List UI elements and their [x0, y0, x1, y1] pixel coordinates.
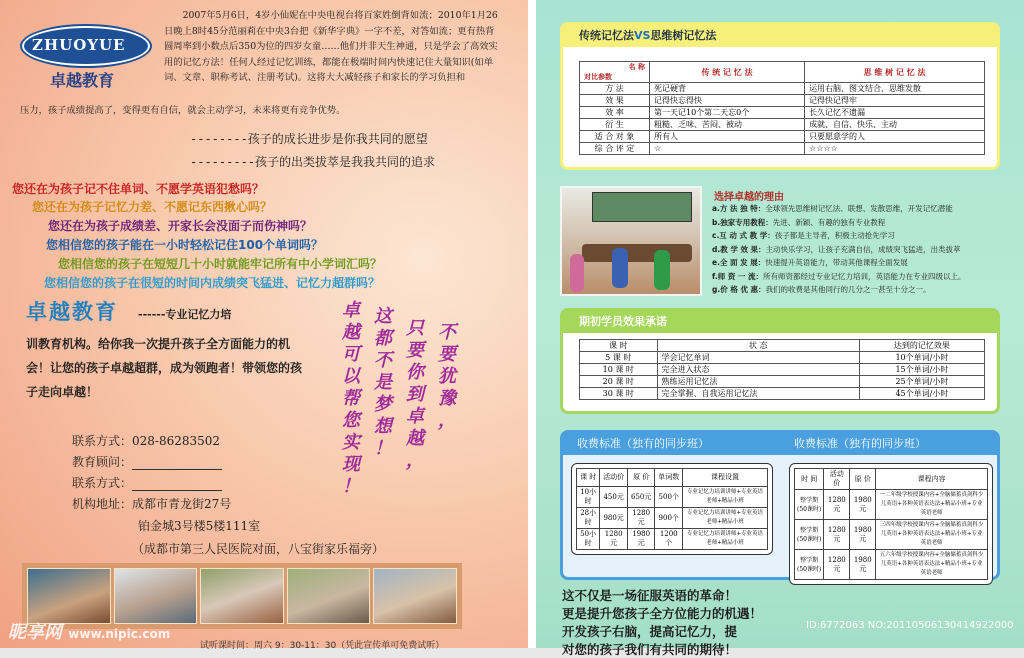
row-traditional: 记得快忘得快	[650, 95, 805, 107]
results-panel	[560, 308, 1000, 414]
fa-cell: 900个	[655, 508, 683, 529]
fa-cell: 专业记忆力培训讲师+专业英语老师+精品小班	[683, 529, 768, 550]
fb-h-time: 时 间	[795, 469, 824, 490]
row-param: 效 率	[580, 107, 650, 119]
slogan-2: 更是提升您孩子全方位能力的机遇！	[562, 606, 763, 621]
fa-cell: 1200个	[655, 529, 683, 550]
center-gutter	[528, 0, 536, 648]
address-line-2: 铂金城3号楼5楼111室	[138, 519, 261, 533]
title-mindtree: 思维树记忆法	[650, 29, 717, 42]
fa-cell: 980元	[600, 508, 628, 529]
table-row	[580, 107, 985, 119]
title-vs: VS	[634, 29, 651, 42]
table-row	[795, 490, 988, 520]
photo-4	[287, 568, 371, 624]
table-row	[580, 352, 985, 364]
watermark	[8, 618, 170, 644]
logo-latin: ZHUOYUE	[32, 36, 126, 54]
cell-hours: 30 课 时	[580, 388, 658, 400]
fa-cell: 28小时	[577, 508, 600, 529]
fa-cell: 1280元	[600, 529, 628, 550]
fees-table-a	[576, 468, 768, 550]
header-state: 状 态	[657, 340, 859, 352]
intro-paragraph-end: 压力，孩子成绩提高了，变得更有自信，就会主动学习，未来将更有竞争优势。	[20, 105, 346, 116]
reason-value: 孩子都是主导者，积极主动抢先学习	[774, 231, 895, 240]
fb-cell: 1980元	[850, 520, 876, 550]
vertical-slogan-3: 只 要 你 到 卓 越 ，	[406, 318, 424, 471]
tagline-1: --------孩子的成长进步是你我共同的愿望	[190, 132, 428, 146]
question-4: 您相信您的孩子能在一小时轻松记住100个单词吗？	[46, 238, 324, 252]
reason-value: 快速提升英语能力，带动其他课程全面发展	[765, 258, 908, 267]
brand-name: 卓越教育	[26, 300, 118, 324]
fa-h-course: 课程设置	[683, 469, 768, 487]
fa-cell: 10小时	[577, 487, 600, 508]
cell-state: 学会记忆单词	[657, 352, 859, 364]
table-row	[580, 143, 985, 155]
table-row	[795, 520, 988, 550]
row-traditional: 第一天记10个第二天忘0个	[650, 107, 805, 119]
contact-address	[72, 495, 231, 512]
reasons-list	[712, 202, 966, 297]
reason-value: 主动快乐学习，让孩子充满自信，成绩突飞猛进，出类拔萃	[765, 244, 961, 254]
row-mindtree: 长久记忆不遗漏	[805, 107, 985, 119]
logo	[22, 22, 152, 90]
fa-h-price: 原 价	[627, 469, 655, 487]
logo-chinese: 卓越教育	[50, 71, 115, 90]
question-2: 您还在为孩子记忆力差、不愿记东西揪心吗？	[32, 200, 273, 214]
reason-value: 全球领先思维树记忆法、联想、发散思维，开发记忆潜能	[765, 204, 953, 213]
address-label: 机构地址：	[72, 497, 133, 511]
header-traditional: 传 统 记 忆 法	[650, 62, 805, 83]
photo-3	[200, 568, 284, 624]
reasons-section	[560, 186, 1000, 298]
table-row	[580, 388, 985, 400]
contact-phone	[72, 432, 220, 449]
phone-label: 联系方式：	[72, 434, 133, 448]
table-row	[580, 119, 985, 131]
phone-number: 028-86283502	[132, 434, 221, 448]
cell-effect: 45个单词/小时	[859, 388, 984, 400]
fees-box-b	[789, 463, 993, 585]
header-mindtree: 思 维 树 记 忆 法	[805, 62, 985, 83]
fb-cell: 整学期(50课时)	[795, 520, 824, 550]
corner-cell	[580, 62, 650, 83]
table-row	[580, 376, 985, 388]
fa-h-promo: 活动价	[600, 469, 628, 487]
row-traditional: 死记硬背	[650, 83, 805, 95]
list-item	[712, 229, 966, 243]
list-item	[712, 256, 966, 270]
fa-cell: 500个	[655, 487, 683, 508]
vertical-slogan-2: 这 都 不 是 梦 想 ！	[374, 306, 392, 459]
fees-title-b: 收费标准（独有的同步班）	[794, 437, 926, 450]
contact-advisor	[72, 453, 222, 470]
question-3: 您还在为孩子成绩差、开家长会没面子而伤神吗？	[48, 219, 313, 233]
watermark-url: www.nipic.com	[68, 627, 171, 641]
row-mindtree: 记得快记得牢	[805, 95, 985, 107]
reason-key: c.互 动 式 教 学：	[712, 231, 775, 240]
list-item	[712, 216, 966, 230]
row-param: 综 合 评 定	[580, 143, 650, 155]
photo-5	[373, 568, 457, 624]
table-row	[580, 95, 985, 107]
address-landmark: （成都市第三人民医院对面，八宝街家乐福旁）	[132, 542, 385, 556]
cell-effect: 15个单词/小时	[859, 364, 984, 376]
fees-table-b	[794, 468, 988, 580]
reason-key: g.价 格 优 惠：	[712, 285, 766, 294]
trial-class-note: 试听课时间：周六 9：30-11：30（凭此宣传单可免费试听）	[200, 641, 445, 651]
fa-cell: 专业记忆力培训讲师+专业英语老师+精品小班	[683, 487, 768, 508]
fees-title-a: 收费标准（独有的同步班）	[577, 437, 709, 450]
fees-header	[563, 433, 997, 455]
reasons-title: 选择卓越的理由	[714, 192, 784, 203]
address-line-1: 成都市青龙街27号	[132, 497, 232, 511]
question-5: 您相信您的孩子在短短几十小时就能牢记所有中小学词汇吗？	[58, 257, 383, 271]
watermark-site: 昵享网	[8, 622, 62, 643]
cell-hours: 10 课 时	[580, 364, 658, 376]
list-item	[712, 243, 966, 257]
mission-text: 训教育机构。给你我一次提升孩子全方面能力的机会！让您的孩子卓越超群，成为领跑者！带领您的孩子走向卓越！	[26, 337, 303, 399]
reason-key: a.方 法 独 特：	[712, 204, 766, 213]
table-row	[580, 364, 985, 376]
cell-effect: 25个单词/小时	[859, 376, 984, 388]
fa-cell: 650元	[627, 487, 655, 508]
corner-bottom: 对比参数	[584, 72, 612, 81]
reason-key: d.教 学 效 果：	[712, 244, 766, 254]
cell-effect: 10个单词/小时	[859, 352, 984, 364]
reason-key: f.师 资 一 流：	[712, 271, 764, 281]
row-traditional: ☆	[650, 143, 805, 155]
reason-key: e.全 面 发 展：	[712, 258, 766, 267]
fb-cell: 三四年级学校授课内容+全脑储蓄真剑科少儿英语+各种英语表达法+精品小班+专业英语老师	[876, 520, 988, 550]
fb-cell: 1280元	[824, 550, 850, 580]
vertical-slogan-4: 不 要 犹 豫 ，	[438, 322, 456, 431]
fb-cell: 1980元	[850, 550, 876, 580]
slogan-4: 对您的孩子我们有共同的期待！	[562, 642, 738, 657]
fa-cell: 1980元	[627, 529, 655, 550]
fb-cell: 1280元	[824, 490, 850, 520]
fb-cell: 五六年级学校授课内容+全脑储蓄真剑科少儿英语+各种英语表达法+精品小班+专业英语老师	[876, 550, 988, 580]
fb-cell: 1980元	[850, 490, 876, 520]
tagline-2: ---------孩子的出类拔萃是我我共同的追求	[190, 155, 436, 169]
image-id-tag: ID:6772063 NO:20110506130414922000	[806, 620, 1014, 631]
advisor-blank	[132, 458, 222, 470]
fb-cell: 一二年级学校授课内容+全脑储蓄真剑科少儿英语+各种英语表达法+精品小班+专业英语老师	[876, 490, 988, 520]
fa-h-words: 单词数	[655, 469, 683, 487]
comparison-table	[579, 61, 985, 155]
header-effect: 达到的记忆效果	[859, 340, 984, 352]
advisor-label: 教育顾问：	[72, 455, 133, 469]
bulletin-board	[592, 192, 692, 222]
fb-cell: 整学期(50课时)	[795, 550, 824, 580]
table-row	[577, 487, 768, 508]
contact2-label: 联系方式：	[72, 476, 133, 490]
table-row	[795, 550, 988, 580]
fb-h-content: 课程内容	[876, 469, 988, 490]
row-mindtree: 成就、自信、快乐、主动	[805, 119, 985, 131]
contact-secondary	[72, 474, 222, 491]
intro-paragraph: 2007年5月6日，4岁小仙妮在中央电视台将百家姓倒背如流；2010年1月26日晚上8时45分范丽莉在中央3台把《新华字典》一字不差，对答如流；更有热背圆周率到小数点后350为位的四岁女童……他们并非天生神通，只是学会了高效实用的记忆方法！任何人经过记忆训练，都能在极端时间内快速记住大量知识(如单词、文章、职称考试、注册考试)。这将大大减轻孩子和家长的学习负担和	[164, 10, 498, 83]
comparison-title	[563, 25, 997, 47]
right-page	[536, 0, 1024, 657]
row-traditional: 所有人	[650, 131, 805, 143]
cell-state: 完全进入状态	[657, 364, 859, 376]
results-table	[579, 339, 985, 400]
row-param: 效 果	[580, 95, 650, 107]
table-row	[577, 529, 768, 550]
comparison-panel	[560, 22, 1000, 170]
fa-cell: 专业记忆力培训讲师+专业英语老师+精品小班	[683, 508, 768, 529]
classroom-table	[582, 244, 692, 262]
classroom-photo	[560, 186, 702, 296]
row-traditional: 粗糙、乏味、苦闷、被动	[650, 119, 805, 131]
fa-cell: 1280元	[627, 508, 655, 529]
row-param: 方 法	[580, 83, 650, 95]
fa-h-hours: 课 时	[577, 469, 600, 487]
contact2-blank	[132, 479, 222, 491]
student-figure	[570, 254, 584, 292]
row-param: 衍 生	[580, 119, 650, 131]
title-traditional: 传统记忆法	[579, 29, 634, 42]
row-mindtree: 运用右脑、图文结合、思维发散	[805, 83, 985, 95]
photo-2	[114, 568, 198, 624]
results-title: 期初学员效果承诺	[563, 311, 997, 333]
reason-key: b.独家专用教程：	[712, 217, 773, 227]
fb-h-price: 原 价	[850, 469, 876, 490]
corner-top: 名 称	[628, 62, 645, 71]
table-row	[580, 83, 985, 95]
fa-cell: 50小时	[577, 529, 600, 550]
cell-hours: 20 课 时	[580, 376, 658, 388]
student-figure	[612, 248, 628, 288]
reason-value: 我们的收费是其他同行的几分之一甚至十分之一。	[765, 285, 931, 294]
vertical-slogan-1: 卓 越 可 以 帮 您 实 现 ！	[342, 300, 360, 497]
question-6: 您相信您的孩子在很短的时间内成绩突飞猛进、记忆力超群吗？	[44, 276, 381, 290]
table-row	[577, 508, 768, 529]
fees-box-a	[571, 463, 773, 555]
row-param: 适 合 对 象	[580, 131, 650, 143]
list-item	[712, 283, 966, 297]
brand-suffix: ------专业记忆力培	[138, 308, 232, 321]
header-hours: 课 时	[580, 340, 658, 352]
row-mindtree: 只要愿意学的人	[805, 131, 985, 143]
cell-state: 熟练运用记忆法	[657, 376, 859, 388]
fb-h-promo: 活动价	[824, 469, 850, 490]
table-row	[580, 131, 985, 143]
reason-value: 先进、新颖、有趣的独有专业教程	[772, 217, 886, 227]
fees-panel	[560, 430, 1000, 580]
photo-1	[27, 568, 111, 624]
fa-cell: 450元	[600, 487, 628, 508]
cell-hours: 5 课 时	[580, 352, 658, 364]
cell-state: 完全掌握、自我运用记忆法	[657, 388, 859, 400]
student-figure	[654, 250, 670, 290]
slogan-1: 这不仅是一场征服英语的革命！	[562, 588, 738, 603]
slogan-3: 开发孩子右脑，提高记忆力，提	[562, 624, 738, 639]
list-item	[712, 270, 966, 284]
reason-value: 所有师资都经过专业记忆力培训，英语能力在专业四级以上。	[763, 271, 966, 281]
question-1: 您还在为孩子记不住单词、不愿学英语犯愁吗？	[12, 182, 265, 196]
row-mindtree: ☆☆☆☆	[805, 143, 985, 155]
list-item	[712, 202, 966, 216]
fb-cell: 1280元	[824, 520, 850, 550]
fb-cell: 整学期(50课时)	[795, 490, 824, 520]
